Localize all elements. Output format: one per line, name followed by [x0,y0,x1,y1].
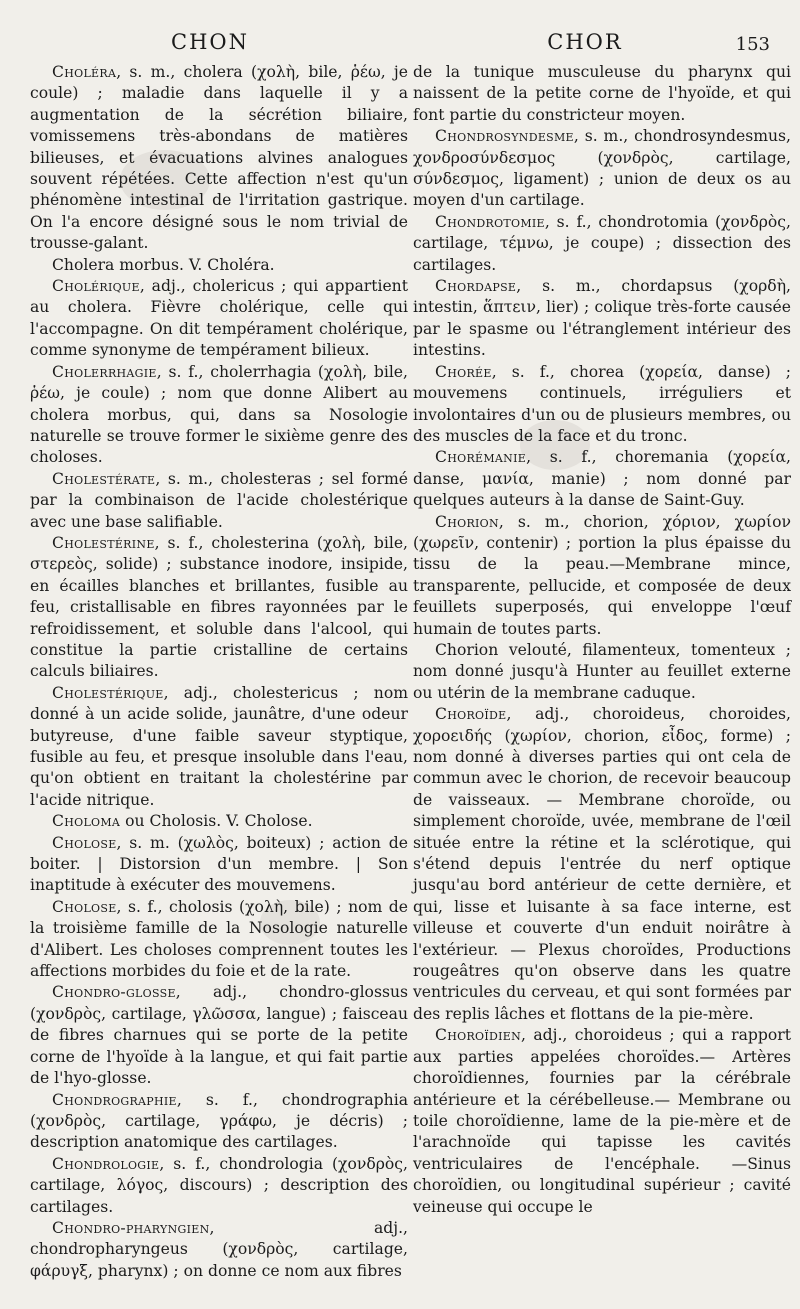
dictionary-entry [30,982,408,1089]
entry-headword: Chondro-pharyngien [52,1218,210,1237]
entry-headword: Cholestérique [52,683,164,702]
entry-definition: , s. m., chondrosyndesmus, χονδροσύνδεσμος (χονδρὸς, cartilage, σύνδεσμος, ligament) ; union de deux os au moyen d'un cartilage. [413,127,791,210]
entry-definition: Cholera morbus. V. Choléra. [52,255,275,274]
page-number: 153 [735,34,770,55]
entry-definition: , adj., cholestericus ; nom donné à un acide solide, jaunâtre, d'une odeur butyreuse, d'une faible saveur styptique, fusible au feu, et presque insoluble dans l'eau, qu'on obtient en traitant la cholestérine par l'acide nitrique. [30,683,408,809]
entry-headword: Chondrotomie [435,212,545,231]
entry-headword: Chondrologie [52,1154,160,1173]
dictionary-entry [30,1090,408,1154]
dictionary-entry [30,897,408,983]
entry-definition: de la tunique musculeuse du pharynx qui naissent de la petite corne de l'hyoïde, et qui font partie du constricteur moyen. [413,63,791,124]
entry-headword: Chorion [435,512,499,531]
entry-definition: , adj., chondropharyngeus (χονδρὸς, cartilage, φάρυγξ, pharynx) ; on donne ce nom aux fibres [30,1218,408,1280]
entry-definition: , s. m., chordapsus (χορδὴ, intestin, ἅπτειν, lier) ; colique très-forte causée par le spasme ou l'étranglement intérieur des intestins. [413,277,791,360]
entry-headword: Chondrographie [52,1090,177,1109]
dictionary-entry [30,1154,408,1218]
entry-headword: Cholose [52,833,117,852]
entry-headword: Chondro-glosse [52,983,176,1002]
entry-definition: , adj., choroideus ; qui a rapport aux parties appelées choroïdes.— Artères choroïdiennes, fournies par la cérébrale antérieure et la cérébelleuse.— Membrane ou toile choroïdienne, lame de la pie-mère et de l'arachnoïde qui tapisse les cavités ventriculaires de l'encéphale. —Sinus choroïdien, ou longitudinal supérieur ; cavité veineuse qui occupe le [413,1026,791,1216]
dictionary-entry [30,362,408,469]
running-head-left: CHON [171,30,249,54]
entry-headword: Cholérique [52,277,140,296]
dictionary-entry [413,362,791,448]
entry-headword: Choléra [52,63,117,81]
dictionary-entry [413,447,791,511]
dictionary-entry [413,126,791,212]
dictionary-entry [413,62,791,126]
entry-headword: Chondrosyndesme [435,127,574,146]
entry-definition: , s. m., chorion, χόριον, χωρίον (χωρεῖν, contenir) ; portion la plus épaisse du tissu de la peau.—Membrane mince, transparente, pellucide, et composée de deux feuillets superposés, qui enveloppe l'œuf humain de toutes parts. [413,512,791,638]
entry-definition: , s. m., cholera (χολὴ, bile, ῥέω, je coule) ; maladie dans laquelle il y a augmentation de la sécrétion biliaire, vomissemens très-abondans de matières bilieuses, et évacuations alvines analogues souvent répétées. Cette affection n'est qu'un phénomène intestinal de l'irritation gastrique. On l'a encore désigné sous le nom trivial de trousse-galant. [30,63,408,253]
entry-headword: Choloma [52,812,121,831]
entry-definition: , s. f., cholosis (χολὴ, bile) ; nom de la troisième famille de la Nosologie naturelle d'Alibert. Les choloses comprennent toutes les affections morbides du foie et de la rate. [30,897,408,981]
dictionary-entry [30,62,408,255]
dictionary-entry [413,1025,791,1218]
entry-definition: , s. m. (χωλὸς, boiteux) ; action de boiter. | Distorsion d'un membre. | Son inaptitude à exécuter des mouvemens. [30,833,408,895]
right-column [413,62,791,1218]
dictionary-entry [413,512,791,640]
left-column [30,62,408,1282]
entry-definition: , adj., chondro-glossus (χονδρὸς, cartilage, γλῶσσα, langue) ; faisceau de fibres charnues qui se porte de la petite corne de l'hyoïde à la langue, et qui fait partie de l'hyo-glosse. [30,983,408,1088]
dictionary-entry [30,811,408,832]
entry-definition: ou Cholosis. V. Cholose. [120,812,313,831]
entry-definition: , s. f., chondrologia (χονδρὸς, cartilage, λόγος, discours) ; description des cartilages. [30,1154,408,1216]
entry-headword: Chorémanie [435,448,527,467]
dictionary-entry [30,255,408,276]
dictionary-entry [413,704,791,1025]
entry-definition: , s. f., cholesterina (χολὴ, bile, στερεὸς, solide) ; substance inodore, insipide, en écailles blanches et brillantes, fusible au feu, cristallisable en fibres rayonnées par le refroidissement, et soluble dans l'alcool, qui constitue la partie cristalline de certains calculs biliaires. [30,533,408,681]
dictionary-entry [30,683,408,811]
entry-headword: Cholose [52,897,117,916]
entry-headword: Chordapse [435,277,517,296]
entry-headword: Cholestérate [52,469,156,488]
entry-definition: , adj., choroideus, choroides, χοροειδής (χωρίον, chorion, εἶδος, forme) ; nom donné à diverses parties qui ont cela de commun avec le chorion, de recevoir beaucoup de vaisseaux. — Membrane choroïde, ou simplement choroïde, uvée, membrane de l'œil située entre la rétine et la sclérotique, qui s'étend depuis l'entrée du nerf optique jusqu'au bord antérieur de cette dernière, et qui, lisse et luisante à sa face interne, est villeuse et couverte d'un enduit noirâtre à l'extérieur. — Plexus choroïdes, Productions rougeâtres qu'on observe dans les quatre ventricules du cerveau, et qui sont formées par des replis lâches et flottans de la pie-mère. [413,705,791,1023]
entry-headword: Chorée [435,362,492,381]
entry-definition: , adj., cholericus ; qui appartient au cholera. Fièvre cholérique, celle qui l'accompagne. On dit tempérament cholérique, comme synonyme de tempérament bilieux. [30,277,408,360]
entry-definition: , s. f., cholerrhagia (χολὴ, bile, ῥέω, je coule) ; nom que donne Alibert au cholera morbus, qui, dans sa Nosologie naturelle se trouve former le sixième genre des choloses. [30,362,408,467]
entry-definition: , s. f., choremania (χορεία, danse, μανία, manie) ; nom donné par quelques auteurs à la danse de Saint-Guy. [413,448,791,510]
entry-definition: Chorion velouté, filamenteux, tomenteux ; nom donné jusqu'à Hunter au feuillet externe ou utérin de la membrane caduque. [413,640,791,702]
entry-definition: , s. m., cholesteras ; sel formé par la combinaison de l'acide cholestérique avec une base salifiable. [30,469,408,531]
dictionary-entry [30,833,408,897]
entry-definition: , s. f., chondrotomia (χονδρὸς, cartilage, τέμνω, je coupe) ; dissection des cartilages. [413,212,791,274]
dictionary-entry [413,276,791,362]
entry-definition: , s. f., chondrographia (χονδρὸς, cartilage, γράφω, je décris) ; description anatomique des cartilages. [30,1090,408,1152]
dictionary-entry [30,276,408,362]
entry-headword: Choroïdien [435,1026,522,1045]
dictionary-entry [413,640,791,704]
dictionary-entry [413,212,791,276]
entry-definition: , s. f., chorea (χορεία, danse) ; mouvemens continuels, irréguliers et involontaires d'un ou de plusieurs membres, ou des muscles de la face et du tronc. [413,362,791,445]
entry-headword: Cholerrhagie [52,362,157,381]
dictionary-entry [30,469,408,533]
dictionary-entry [30,533,408,683]
dictionary-entry [30,1218,408,1282]
entry-headword: Choroïde [435,705,507,724]
entry-headword: Cholestérine [52,533,155,552]
running-head-right: CHOR [547,30,623,54]
